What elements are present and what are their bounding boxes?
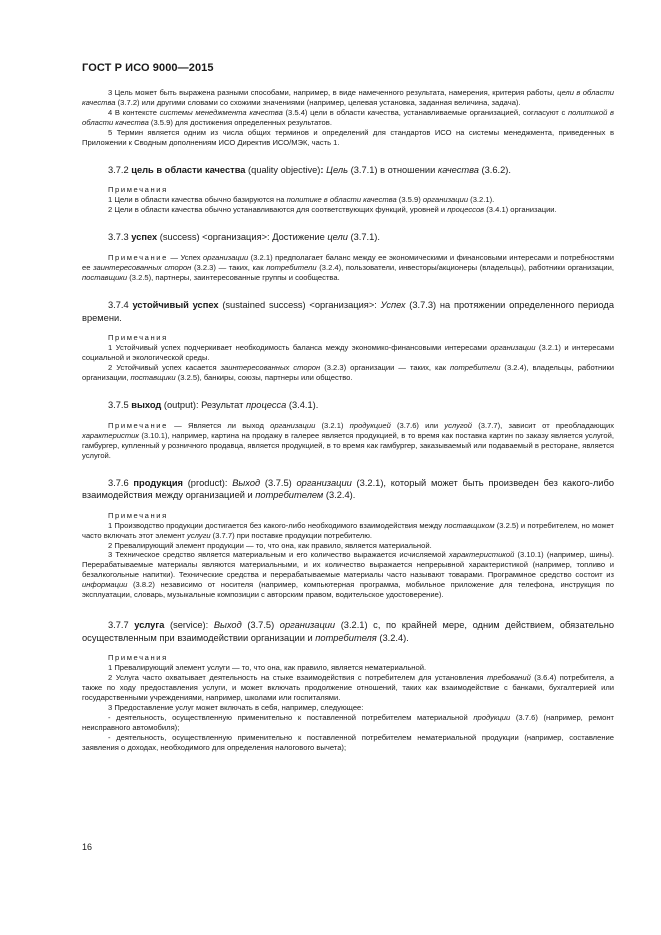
note-3-7-6-2: 2 Превалирующий элемент продукции — то, что она, как правило, является материальной. xyxy=(108,540,432,550)
term-3-7-7: 3.7.7 услуга (service): Выход (3.7.5) организации (3.2.1) с, по крайней мере, одним действием, обязательно осуществленным при взаимодействии организации и потребителя (3.2.4). xyxy=(82,620,614,643)
list-item: - деятельность, осуществленную применительно к поставленной потребителем нематериальной продукции (например, составление заявления о доходах, необходимого для определения налогового вычета); xyxy=(82,732,614,752)
term-3-7-6: 3.7.6 продукция (product): Выход (3.7.5) организации (3.2.1), который может быть произведен без какого-либо взаимодействия между организацией и потребителем (3.2.4). xyxy=(82,477,614,501)
note-3-7-4-2: 2 Устойчивый успех касается заинтересованных сторон (3.2.3) организации — таких, как потребители (3.2.4), владельцы, работники организации, поставщики (3.2.5), банкиры, союзы, партнеры или общество. xyxy=(82,363,615,382)
term-3-7-2: 3.7.2 цель в области качества (quality objective): Цель (3.7.1) в отношении качества (3.6.2). xyxy=(108,164,511,175)
note-3-7-6-1: 1 Производство продукции достигается без какого-либо необходимого взаимодействия между поставщиком (3.2.5) и потребителем, но может часто включать этот элемент услуги (3.7.7) при поставке продукции потребителю. xyxy=(82,520,614,540)
note-3-7-7-1: 1 Превалирующий элемент услуги — то, что она, как правило, является нематериальной. xyxy=(108,663,427,673)
list-item: - деятельность, осуществленную применительно к поставленной потребителем материальной продукции (3.7.6) (например, ремонт неисправного автомобиля); xyxy=(82,712,614,732)
page-number: 16 xyxy=(82,842,93,852)
note-3-7-7-2: 2 Услуга часто охватывает деятельность на стыке взаимодействия с потребителем для установления требований (3.6.4) потребителя, а также по ходу предоставления услуги, и может включать продолжение отношений, таких как взаимодействие с банками, бухгалтерией или государственными учреждениями, например, школами или госпиталями. xyxy=(82,673,614,703)
note-3-7-2-2: 2 Цели в области качества обычно устанавливаются для соответствующих функций, уровней и процессов (3.4.1) организации. xyxy=(108,205,557,215)
notes-heading: Примечания xyxy=(108,653,168,663)
note-goal-3: 3 Цель может быть выражена разными способами, например, в виде намеченного результата, намерения, критерия работы, цели в области качества (3.7.2) или другими словами со схожими значениями (например, целевая установка, заданная величина, задача). xyxy=(82,88,614,107)
notes-heading: Примечания xyxy=(108,333,168,343)
note-goal-4: 4 В контексте системы менеджмента качества (3.5.4) цели в области качества, устанавливаемые организацией, согласуют с политикой в области качества (3.5.9) для достижения определенных результатов. xyxy=(82,107,614,127)
note-3-7-3: Примечание — Успех организации (3.2.1) предполагает баланс между ее экономическими и финансовыми интересами и потребностями ее заинтересованных сторон (3.2.3) — таких, как потребители (3.2.4), пользователи, инвесторы/акционеры (владельцы), работники организации, поставщики (3.2.5), партнеры, заинтересованные группы и сообщества. xyxy=(82,253,614,282)
document-header: ГОСТ Р ИСО 9000—2015 xyxy=(82,62,214,74)
document-body xyxy=(82,88,614,752)
term-3-7-3: 3.7.3 успех (success) <организация>: Достижение цели (3.7.1). xyxy=(108,232,380,243)
note-3-7-2-1: 1 Цели в области качества обычно базируются на политике в области качества (3.5.9) организации (3.2.1). xyxy=(108,195,495,205)
notes-heading: Примечания xyxy=(108,510,168,520)
note-3-7-6-3: 3 Техническое средство является материальным и его количество выражается исчисляемой характеристикой (3.10.1) (например, шины). Перерабатываемые материалы являются материальными, и их количество выражается непрерывной характеристикой (например, топливо и безалкогольные напитки). Технические средства и перерабатываемые материалы часто называют товарами. Программное средство состоит из информации (3.8.2) независимо от носителя (например, компьютерная программа, мобильное приложение для телефона, инструкция по эксплуатации, словарь, музыкальные композиции с авторским правом, водительское удостоверение). xyxy=(82,550,614,600)
term-3-7-4: 3.7.4 устойчивый успех (sustained success) <организация>: Успех (3.7.3) на протяжении определенного периода времени. xyxy=(82,300,614,323)
note-3-7-7-3: 3 Предоставление услуг может включать в себя, например, следующее: xyxy=(108,702,364,712)
note-3-7-4-1: 1 Устойчивый успех подчеркивает необходимость баланса между экономико-финансовыми интересами организации (3.2.1) и интересами социальной и экологической среды. xyxy=(82,343,614,363)
notes-heading: Примечания xyxy=(108,185,168,195)
note-goal-5: 5 Термин является одним из числа общих терминов и определений для стандартов ИСО на системы менеджмента, приведенных в Приложении к Сводным дополнениям ИСО Директив ИСО/МЭК, часть 1. xyxy=(82,127,614,147)
term-3-7-5: 3.7.5 выход (output): Результат процесса (3.4.1). xyxy=(108,400,319,411)
note-3-7-5: Примечание — Является ли выход организации (3.2.1) продукцией (3.7.6) или услугой (3.7.7), зависит от преобладающих характеристик (3.10.1), например, картина на продажу в галерее является продукцией, в то время как поставка картин по заказу является услугой, гамбургер, купленный у розничного продавца, является продукцией, в то время как гамбургер, заказываемый или подаваемый в ресторане, является услугой. xyxy=(82,420,614,460)
